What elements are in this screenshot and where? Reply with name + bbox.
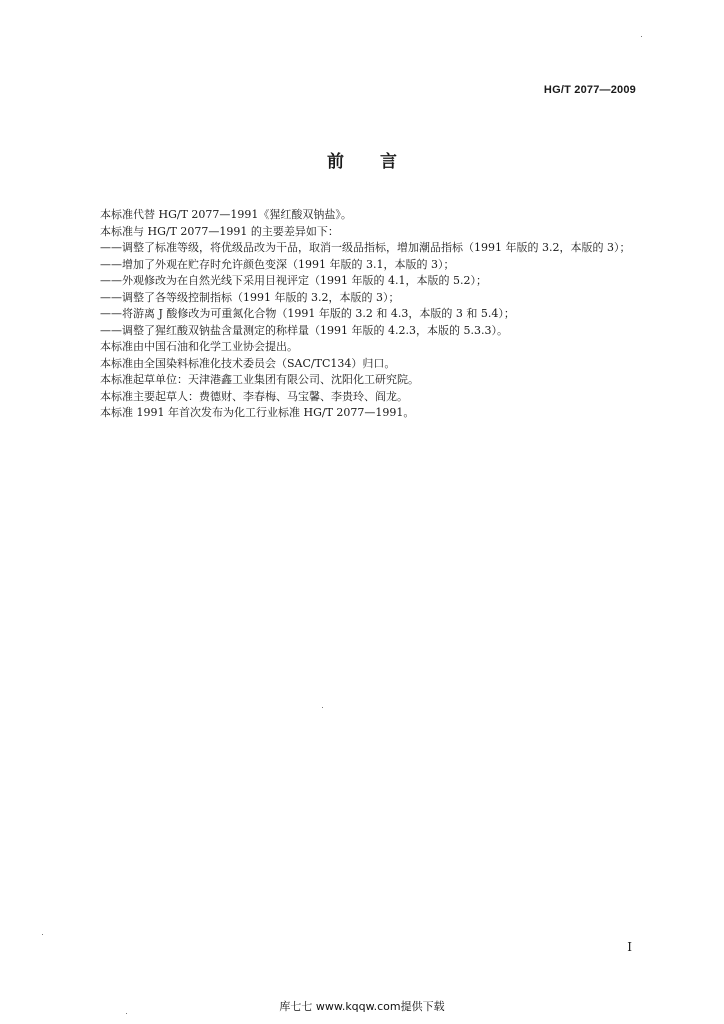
- dash-marker: ——: [100, 241, 122, 254]
- difference-text: 增加了外观在贮存时允许颜色变深（1991 年版的 3.1，本版的 3）；: [122, 257, 455, 271]
- difference-item: [100, 240, 640, 257]
- paragraph-drafting-units: 本标准起草单位：天津港鑫工业集团有限公司、沈阳化工研究院。: [100, 373, 419, 386]
- paragraph-committee: 本标准由全国染料标准化技术委员会（SAC/TC134）归口。: [100, 356, 396, 370]
- paragraph-drafters: 本标准主要起草人：费德财、李春梅、马宝馨、李贵玲、阎龙。: [100, 389, 408, 403]
- page-number: I: [627, 940, 632, 954]
- difference-item: [100, 306, 640, 323]
- difference-text: 调整了各等级控制指标（1991 年版的 3.2，本版的 3）；: [122, 290, 400, 304]
- paragraph-differences-intro: 本标准与 HG/T 2077—1991 的主要差异如下：: [100, 224, 339, 238]
- scan-speck: [42, 934, 43, 935]
- difference-text: 调整了猩红酸双钠盐含量测定的称样量（1991 年版的 4.2.3，本版的 5.3.3）。: [122, 323, 508, 337]
- paragraph-replaces: 本标准代替 HG/T 2077—1991《猩红酸双钠盐》。: [100, 208, 352, 221]
- download-footer: 库七七 www.kqqw.com提供下载: [279, 1000, 445, 1013]
- scan-speck: [641, 36, 642, 37]
- dash-marker: ——: [100, 274, 122, 287]
- difference-item: [100, 290, 640, 307]
- standard-number: HG/T 2077—2009: [543, 84, 636, 96]
- foreword-body: [100, 207, 640, 422]
- difference-item: [100, 257, 640, 274]
- dash-marker: ——: [100, 323, 122, 337]
- paragraph-history: 本标准 1991 年首次发布为化工行业标准 HG/T 2077—1991。: [100, 406, 415, 419]
- paragraph-proposer: 本标准由中国石油和化学工业协会提出。: [100, 340, 298, 353]
- dash-marker: ——: [100, 257, 122, 271]
- scan-speck: [126, 1013, 127, 1014]
- difference-item: [100, 323, 640, 340]
- difference-text: 调整了标准等级，将优级品改为干品，取消一级品指标，增加潮品指标（1991 年版的 3.2，本版的 3）；: [122, 241, 631, 254]
- page-title: 前言: [327, 152, 433, 172]
- dash-marker: ——: [100, 290, 122, 304]
- scan-speck: [322, 707, 323, 708]
- difference-item: [100, 273, 640, 290]
- difference-text: 外观修改为在自然光线下采用目视评定（1991 年版的 4.1，本版的 5.2）；: [122, 274, 487, 287]
- dash-marker: ——: [100, 307, 122, 320]
- difference-text: 将游离 J 酸修改为可重氮化合物（1991 年版的 3.2 和 4.3，本版的 3 和 5.4）；: [122, 307, 515, 320]
